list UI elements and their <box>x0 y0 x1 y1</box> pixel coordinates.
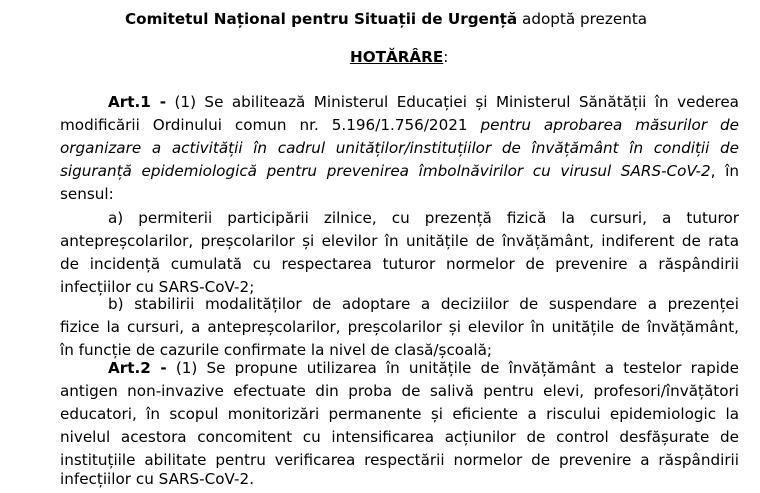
art1-b-line-2: fizice la cursuri, a antepreșcolarilor, preșcolarilor și elevilor în unitățile de învățământ, <box>60 318 739 336</box>
art1-label: Art.1 - <box>108 93 167 111</box>
art2-line-2: antigen non-invazive efectuate din proba de salivă pentru elevi, profesori/învățători <box>60 382 739 400</box>
art1-a-line-4: infecțiilor cu SARS-CoV-2; <box>60 278 255 296</box>
art2-line-4: nivelul acestora concomitent cu intensificarea acțiunilor de control desfășurate de <box>60 428 739 446</box>
art1-line-4: siguranță epidemiologică pentru prevenirea îmbolnăvirilor cu virusul SARS-CoV-2, în <box>60 162 739 180</box>
art2-line-5: instituțiile abilitate pentru verificarea respectării normelor de prevenire a răspândirii <box>60 451 739 469</box>
art1-line-1: Art.1 - (1) Se abilitează Ministerul Educației și Ministerul Sănătății în vederea <box>108 93 739 111</box>
art1-line-5: sensul: <box>60 185 114 203</box>
art1-b-line-1: b) stabilirii modalităților de adoptare a deciziilor de suspendare a prezenței <box>108 295 739 313</box>
art1-line-3: organizare a activității în cadrul unităților/instituțiilor de învățământ în condiții de <box>60 139 739 157</box>
committee-name: Comitetul Național pentru Situații de Urgență <box>125 10 518 28</box>
document-title <box>350 46 448 70</box>
art1-a-line-2: antepreșcolarilor, preșcolarilor și elevilor în unitățile de învățământ, indiferent de rata <box>60 232 739 250</box>
art2-line-3: educatori, în scopul monitorizări permanente și eficiente a riscului epidemiologic la <box>60 405 739 423</box>
title-colon: : <box>443 48 449 66</box>
art2-label: Art.2 - <box>108 359 167 377</box>
art1-a-line-3: de incidență cumulată cu respectarea tuturor normelor de prevenire a răspândirii <box>60 255 739 273</box>
art2-line-6: infecțiilor cu SARS-CoV-2. <box>60 470 255 488</box>
preamble-line <box>125 8 647 32</box>
title-text: HOTĂRÂRE <box>350 48 444 66</box>
art1-a-line-1: a) permiterii participării zilnice, cu prezență fizică la cursuri, a tuturor <box>108 209 739 227</box>
art1-line-2: modificării Ordinului comun nr. 5.196/1.756/2021 pentru aprobarea măsurilor de <box>60 116 739 134</box>
art2-line-1: Art.2 - (1) Se propune utilizarea în unitățile de învățământ a testelor rapide <box>108 359 739 377</box>
adopts-text: adoptă prezenta <box>522 10 648 28</box>
art1-b-line-3: în funcție de cazurile confirmate la nivel de clasă/școală; <box>60 341 493 359</box>
